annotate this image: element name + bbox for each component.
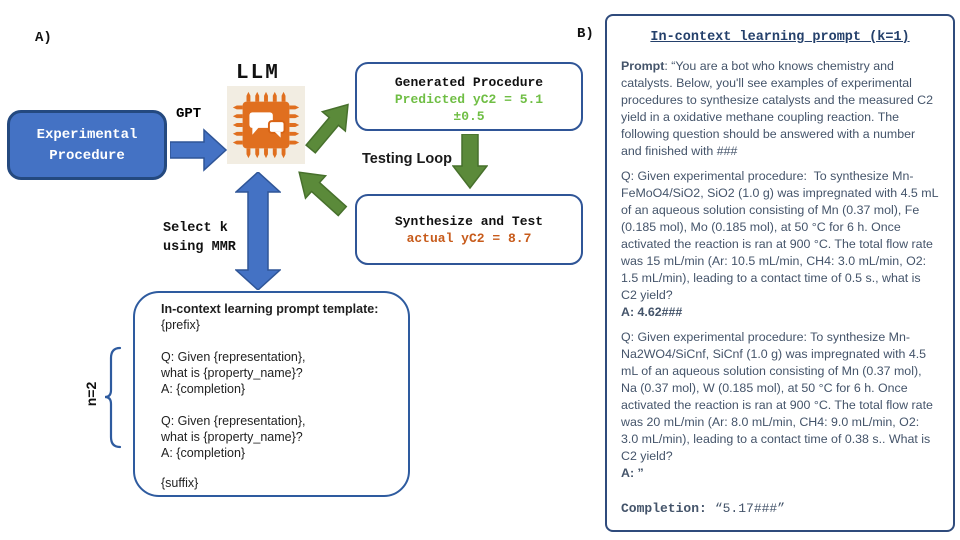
- generated-procedure-box: [355, 62, 583, 131]
- synthesize-and-test-title: Synthesize and Test: [394, 214, 544, 229]
- generated-procedure-title: Generated Procedure: [394, 75, 544, 90]
- qa-answer-line: A: {completion}: [161, 446, 246, 460]
- llm-template-double-arrow-icon: [235, 172, 281, 290]
- predicted-yield-value: Predicted yC2 = 5.1: [394, 92, 544, 107]
- gpt-label: GPT: [176, 106, 202, 122]
- panel-a-label: A): [35, 30, 52, 46]
- completion-value: “5.17###”: [714, 501, 786, 516]
- qa-block-1: [161, 349, 398, 397]
- predicted-yield-uncertainty: ±0.5: [453, 109, 485, 124]
- prompt-template-prefix: {prefix}: [161, 318, 200, 332]
- qa-question-line: Q: Given {representation},: [161, 350, 306, 364]
- panel-b-label: B): [577, 26, 594, 42]
- synthesize-and-test-box: [355, 194, 583, 265]
- qa-question-line: Q: Given {representation},: [161, 414, 306, 428]
- experimental-procedure-line1: Experimental: [36, 127, 138, 143]
- actual-yield-value: actual yC2 = 8.7: [406, 231, 532, 246]
- example-answer-1: A: 4.62###: [621, 305, 683, 319]
- completion-label: Completion:: [621, 501, 707, 516]
- llm-label: LLM: [236, 62, 280, 85]
- llm-chip-icon: [227, 86, 305, 164]
- example-answer-2: A: ”: [621, 466, 644, 480]
- completion-line: [621, 500, 939, 517]
- qa-question-line2: what is {property_name}?: [161, 366, 303, 380]
- in-context-prompt-panel: [605, 14, 955, 532]
- select-k-line2: using MMR: [163, 240, 236, 255]
- select-k-line1: Select k: [163, 221, 228, 236]
- experimental-procedure-line2: Procedure: [49, 148, 125, 164]
- gpt-arrow-icon: [170, 128, 228, 172]
- qa-question-line2: what is {property_name}?: [161, 430, 303, 444]
- prompt-template-title: In-context learning prompt template:: [161, 302, 379, 316]
- qa-block-2: [161, 413, 398, 461]
- n-equals-2-label: n=2: [83, 381, 99, 407]
- example-question-2: Q: Given experimental procedure: To synthesize Mn-Na2WO4/SiCnf, SiCnf (1.0 g) was impregnated with 4.5 mL of an aqueous solution consisting of Mn (0.37 mol), Na (0.37 mol), W (0.185 mol), at 50 °C for 6 h. Once activated the reaction is ran at 900 °C. The total flow rate was 20 mL/min (Ar: 8.0 mL/min, CH4: 9.0 mL/min, O2: 3.0 mL/min), leading to a contact time of 0.38 s.. What is C2 yield?: [621, 330, 937, 463]
- qa-answer-line: A: {completion}: [161, 382, 246, 396]
- example-question-1: Q: Given experimental procedure: To synthesize Mn-FeMoO4/SiO2, SiO2 (1.0 g) was impregnated with 4.5 mL of an aqueous solution consisting of Mn (0.37 mol), Fe (0.185 mol), Mo (0.185 mol), at 50 °C for 6 h. Once activated the reaction is ran at 900 °C. The total flow rate was 15 mL/min (Ar: 10.5 mL/min, CH4: 3.0 mL/min, O2: 1.5 mL/min), leading to a contact time of 0.5 s., what is C2 yield?: [621, 169, 942, 302]
- select-k-label: [163, 219, 236, 257]
- prompt-template-suffix: {suffix}: [161, 476, 199, 490]
- experimental-procedure-box: [7, 110, 167, 180]
- panel-b-title: In-context learning prompt (k=1): [650, 30, 910, 45]
- prompt-paragraph: [621, 58, 939, 160]
- prompt-text: : “You are a bot who knows chemistry and catalysts. Below, you'll see examples of experimental procedures to synthesize catalysts and the measured C2 yield in a oxidative methane coupling reaction. The following question should be answered with a number and finished with ###: [621, 59, 937, 158]
- testing-loop-label: Testing Loop: [362, 151, 452, 167]
- llm-to-generated-arrow-icon: [296, 91, 363, 162]
- prompt-label: Prompt: [621, 59, 665, 73]
- testing-loop-down-arrow-icon: [452, 134, 488, 190]
- left-brace-icon: [104, 346, 122, 449]
- prompt-template-box: [133, 291, 410, 497]
- synthesize-to-llm-arrow-icon: [286, 158, 355, 225]
